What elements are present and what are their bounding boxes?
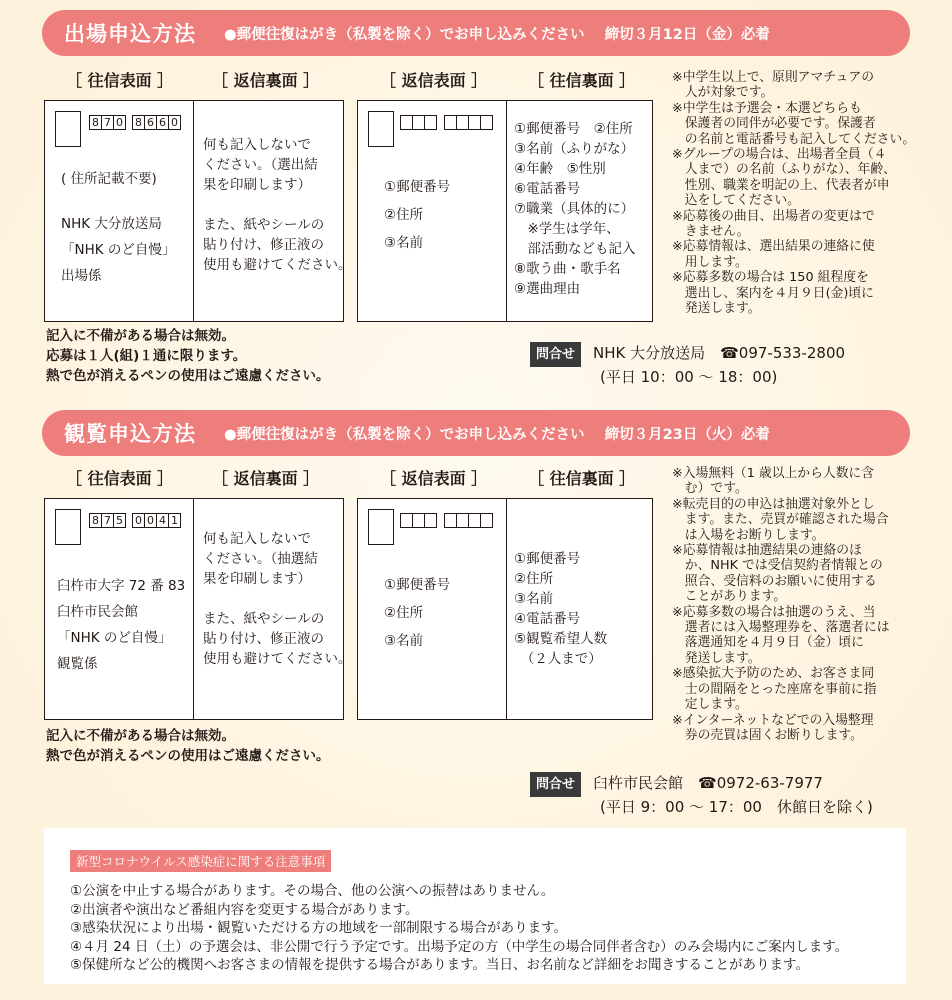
view-label-reply-back: ［ 返信裏面 ］ bbox=[212, 469, 320, 488]
view-postcard-outgoing bbox=[44, 498, 352, 720]
view-reply-back-text: 何も記入しないで ください。（抽選結 果を印刷します） また、紙やシールの 貼り付け、修正液の 使用も避けてください。 bbox=[203, 531, 352, 667]
apply-deadline: 締切３月12日（金）必着 bbox=[604, 26, 770, 43]
apply-contact bbox=[530, 342, 845, 388]
covid-items bbox=[70, 882, 848, 975]
apply-reply-front-fields: ①郵便番号 ②住所 ③名前 bbox=[384, 179, 451, 251]
apply-title: 出場申込方法 bbox=[64, 22, 196, 46]
covid-heading: 新型コロナウイルス感染症に関する注意事項 bbox=[70, 850, 331, 872]
apply-side-notes: ※中学生以上で、原則アマチュアの 人が対象です。 ※中学生は予選会・本選どちらも 保護者の同伴が必要です。保護者 の名前と電話番号も記入してください。 ※グループの場合は、出場者全員（４ 人まで）の名前（ふりがな）、年齢、 性別、職業を明記の上、代表者が申 込をしてください。 ※応募後の曲目、出場者の変更はで きません。 ※応募情報は、選出結果の連絡に使 用します。 ※応募多数の場合は 150 組程度を 選出し、案内を４月９日(金)頃に 発送します。 bbox=[672, 70, 916, 317]
view-bottom-notes: 記入に不備がある場合は無効。 熱で色が消えるペンの使用はご遠慮ください。 bbox=[46, 728, 330, 764]
covid-item: ②出演者や演出など番組内容を変更する場合があります。 bbox=[70, 901, 419, 918]
covid-item: ③感染状況により出場・観覧いただける方の地域を一部制限する場合があります。 bbox=[70, 920, 568, 936]
apply-label-reply-back: ［ 返信裏面 ］ bbox=[212, 71, 320, 90]
view-title: 観覧申込方法 bbox=[64, 422, 196, 446]
apply-label-outgoing-back: ［ 往信裏面 ］ bbox=[528, 71, 636, 90]
view-outgoing-back-fields: ①郵便番号 ②住所 ③名前 ④電話番号 ⑤観覧希望人数 （２人まで） bbox=[514, 551, 608, 667]
apply-label-reply-front: ［ 返信表面 ］ bbox=[380, 71, 488, 90]
apply-postcard-reply bbox=[357, 100, 653, 322]
apply-header-bar bbox=[42, 10, 910, 56]
view-deadline: 締切３月23日（火）必着 bbox=[604, 426, 770, 443]
apply-bottom-notes: 記入に不備がある場合は無効。 応募は１人(組)１通に限ります。 熱で色が消えるペンの使用はご遠慮ください。 bbox=[46, 328, 330, 384]
contact-tag: 問合せ bbox=[530, 342, 581, 367]
stamp-box bbox=[368, 111, 394, 147]
contact-tag: 問合せ bbox=[530, 772, 581, 797]
view-reply-front-fields: ①郵便番号 ②住所 ③名前 bbox=[384, 577, 451, 649]
zip-code-boxes-empty bbox=[400, 513, 492, 528]
view-header-bar bbox=[42, 410, 910, 456]
view-label-reply-front: ［ 返信表面 ］ bbox=[380, 469, 488, 488]
apply-recipient: NHK 大分放送局 「NHK のど自慢」 出場係 bbox=[61, 216, 176, 284]
zip-code-boxes-empty bbox=[400, 115, 492, 130]
apply-address-note: ( 住所記載不要) bbox=[61, 171, 157, 187]
apply-section bbox=[0, 0, 952, 390]
view-label-outgoing-back: ［ 往信裏面 ］ bbox=[528, 469, 636, 488]
apply-method-note: ●郵便往復はがき（私製を除く）でお申し込みください bbox=[224, 26, 585, 43]
zip-code-boxes: 8 7 5 0 0 4 1 bbox=[89, 513, 180, 528]
apply-contact-hours: (平日 10：00 ～ 18：00) bbox=[600, 368, 778, 386]
view-section bbox=[0, 400, 952, 820]
view-method-note: ●郵便往復はがき（私製を除く）でお申し込みください bbox=[224, 426, 585, 443]
covid-notice bbox=[44, 828, 906, 984]
view-side-notes: ※入場無料（1 歳以上から人数に含 む）です。 ※転売目的の申込は抽選対象外とし ます。また、売買が確認された場合 は入場をお断りします。 ※応募情報は抽選結果の連絡のほ か、NHK では受信契約者情報との 照合、受信料のお願いに使用する ことがあります。 ※応募多数の場合は抽選のうえ、当 選者には入場整理券を、落選者には 落選通知を４月９日（金）頃に 発送します。 ※感染拡大予防のため、お客さま同 士の間隔をとった座席を事前に指 定します。 ※インターネットなどでの入場整理 券の売買は固くお断りします。 bbox=[672, 466, 890, 743]
stamp-box bbox=[368, 509, 394, 545]
covid-item: ①公演を中止する場合があります。その場合、他の公演への振替はありません。 bbox=[70, 883, 555, 899]
apply-reply-back-text: 何も記入しないで ください。（選出結 果を印刷します） また、紙やシールの 貼り付け、修正液の 使用も避けてください。 bbox=[203, 137, 352, 273]
apply-outgoing-back-fields: ①郵便番号 ②住所 ③名前（ふりがな） ④年齢 ⑤性別 ⑥電話番号 ⑦職業（具体的に） ※学生は学年、 部活動なども記入 ⑧歌う曲・歌手名 ⑨選曲理由 bbox=[514, 121, 636, 297]
view-contact-phone: 臼杵市民会館 ☎0972-63-7977 bbox=[593, 774, 823, 792]
covid-item: ④４月 24 日（土）の予選会は、非公開で行う予定です。出場予定の方（中学生の場合同伴者含む）のみ会場内にご案内します。 bbox=[70, 938, 849, 955]
apply-postcard-outgoing bbox=[44, 100, 352, 322]
stamp-box bbox=[55, 509, 81, 545]
zip-code-boxes: 8 7 0 8 6 6 0 bbox=[89, 115, 180, 130]
view-contact bbox=[530, 772, 873, 818]
view-contact-hours: (平日 9：00 ～ 17：00 休館日を除く) bbox=[600, 798, 873, 816]
view-postcard-reply bbox=[357, 498, 653, 720]
apply-label-outgoing-front: ［ 往信表面 ］ bbox=[66, 71, 174, 90]
covid-item: ⑤保健所など公的機関へお客さまの情報を提供する場合があります。当日、お名前など詳細をお聞きすることがあります。 bbox=[70, 957, 809, 973]
view-label-outgoing-front: ［ 往信表面 ］ bbox=[66, 469, 174, 488]
apply-contact-phone: NHK 大分放送局 ☎097-533-2800 bbox=[593, 344, 846, 362]
stamp-box bbox=[55, 111, 81, 147]
view-recipient: 臼杵市大字 72 番 83 臼杵市民会館 「NHK のど自慢」 観覧係 bbox=[57, 578, 186, 672]
